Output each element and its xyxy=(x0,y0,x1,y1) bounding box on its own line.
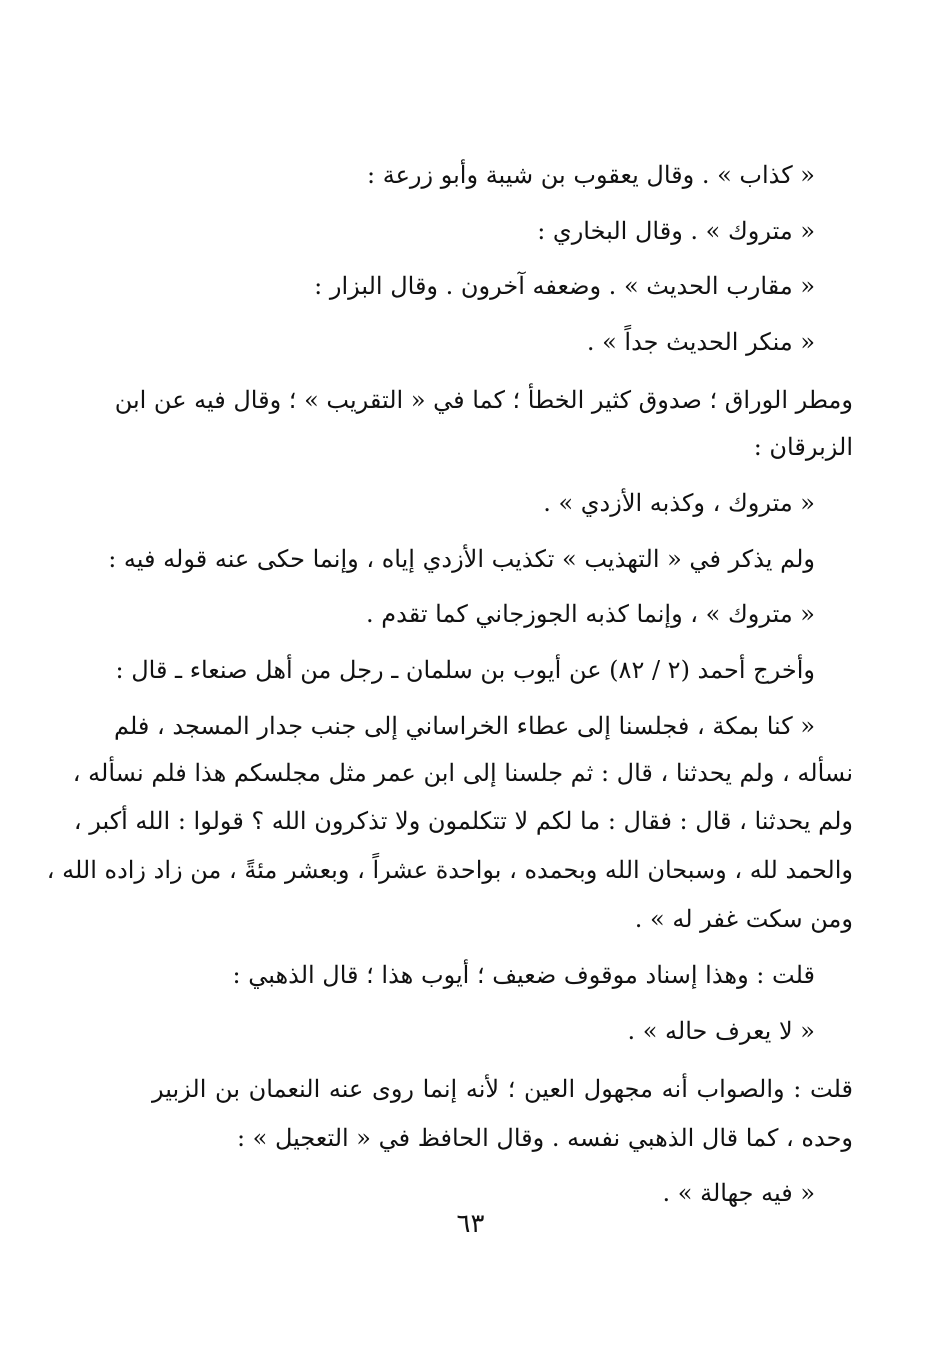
text-line: والحمد لله ، وسبحان الله وبحمده ، بواحدة عشراً ، وبعشر مئةً ، من زاد زاده الله ، xyxy=(46,856,853,884)
text-line: « متروك ، وكذبه الأزدي » . xyxy=(543,489,815,517)
text-line: « لا يعرف حاله » . xyxy=(627,1017,815,1045)
text-line: « متروك » . وقال البخاري : xyxy=(537,217,815,245)
text-line: ولم يذكر في « التهذيب » تكذيب الأزدي إياه ، وإنما حكى عنه قوله فيه : xyxy=(108,545,815,573)
text-line: الزبرقان : xyxy=(753,433,853,461)
text-line: نسأله ، ولم يحدثنا ، قال : ثم جلسنا إلى ابن عمر مثل مجلسكم هذا فلم نسأله ، xyxy=(72,759,853,787)
text-line: وأخرج أحمد (٢ / ٨٢) عن أيوب بن سلمان ـ رجل من أهل صنعاء ـ قال : xyxy=(115,656,815,684)
text-line: قلت : وهذا إسناد موقوف ضعيف ؛ أيوب هذا ؛ قال الذهبي : xyxy=(232,961,815,989)
text-line: « فيه جهالة » . xyxy=(662,1179,815,1207)
text-line: وحده ، كما قال الذهبي نفسه . وقال الحافظ في « التعجيل » : xyxy=(236,1124,853,1152)
text-line: « كذاب » . وقال يعقوب بن شيبة وأبو زرعة : xyxy=(367,161,815,189)
text-line: « مقارب الحديث » . وضعفه آخرون . وقال البزار : xyxy=(314,272,815,300)
text-line: ولم يحدثنا ، قال : فقال : ما لكم لا تتكلمون ولا تذكرون الله ؟ قولوا : الله أكبر ، xyxy=(73,807,853,835)
text-line: ومطر الوراق ؛ صدوق كثير الخطأ ؛ كما في « التقريب » ؛ وقال فيه عن ابن xyxy=(114,386,853,414)
text-line: « متروك » ، وإنما كذبه الجوزجاني كما تقدم . xyxy=(366,600,815,628)
page-number: ٦٣ xyxy=(456,1209,485,1239)
text-line: قلت : والصواب أنه مجهول العين ؛ لأنه إنما روى عنه النعمان بن الزبير xyxy=(152,1075,853,1103)
text-line: « كنا بمكة ، فجلسنا إلى عطاء الخراساني إلى جنب جدار المسجد ، فلم xyxy=(113,712,815,740)
text-line: ومن سكت غفر له » . xyxy=(634,905,853,933)
text-line: « منكر الحديث جداً » . xyxy=(586,328,815,356)
